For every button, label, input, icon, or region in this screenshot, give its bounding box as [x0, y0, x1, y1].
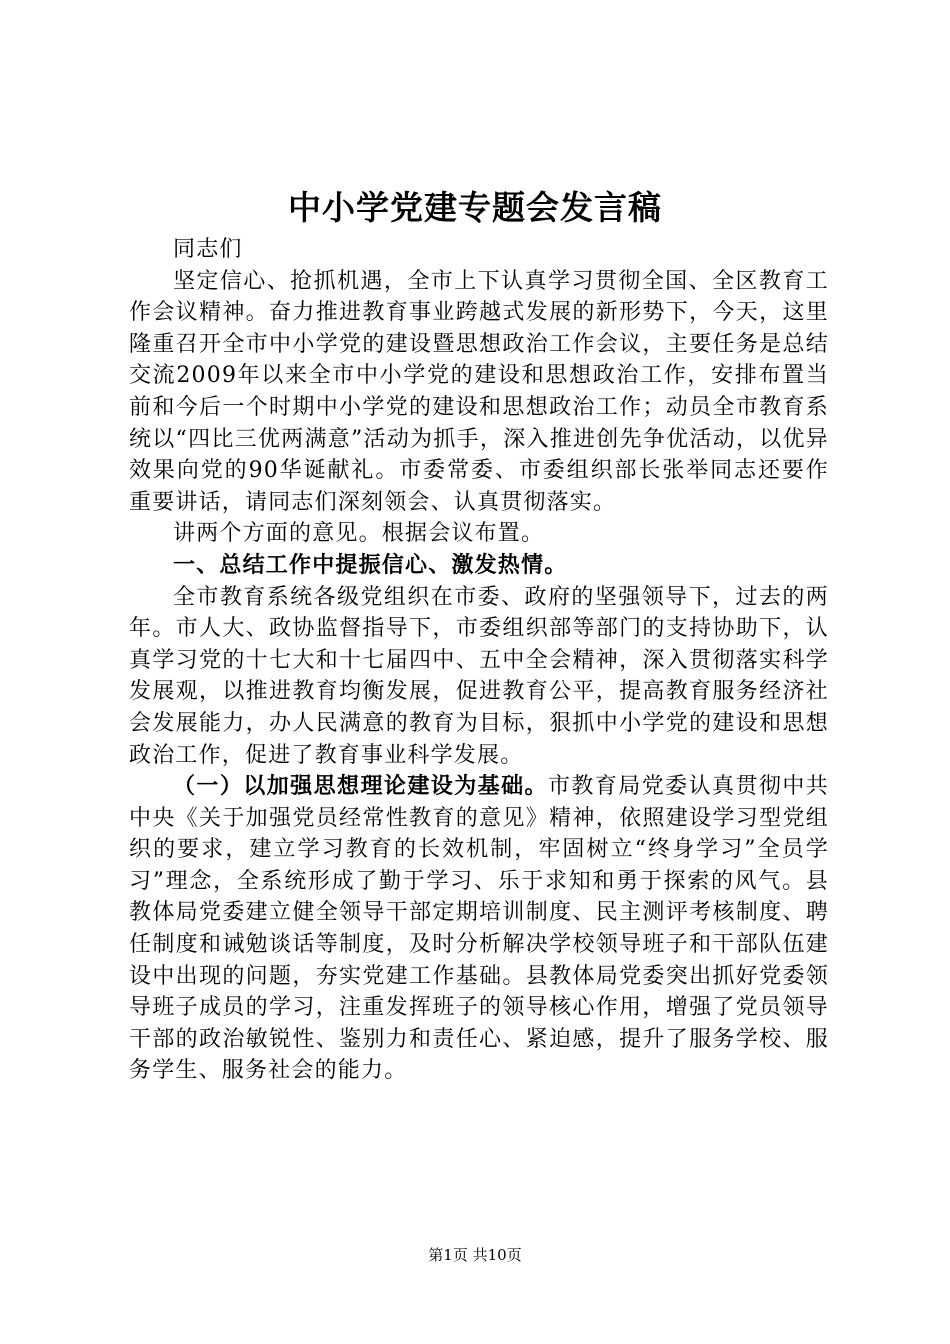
section-heading: 一、总结工作中提振信心、激发热情。 [173, 551, 568, 578]
paragraph: 讲两个方面的意见。根据会议布置。 [173, 521, 545, 547]
paragraph: 坚定信心、抢抓机遇，全市上下认真学习贯彻全国、全区教育工作会议精神。奋力推进教育事业跨越式发展的新形势下，今天，这里隆重召开全市中小学党的建设暨思想政治工作会议，主要任务是总结交流2009年以来全市中小学党的建设和思想政治工作，安排布置当前和今后一个时期中小学党的建设和思想政治工作；动员全市教育系统以“四比三优两满意”活动为抓手，深入推进创先争优活动，以优异效果向党的90华诞献礼。市委常委、市委组织部长张举同志还要作重要讲话，请同志们深刻领会、认真贯彻落实。 [129, 268, 829, 515]
salutation: 同志们 [173, 237, 243, 262]
page-title: 中小学党建专题会发言稿 [288, 188, 662, 227]
document-body [129, 234, 829, 1087]
page-footer: 第1页 共10页 [428, 1246, 522, 1264]
paragraph: （一）以加强思想理论建设为基础。市教育局党委认真贯彻中共中央《关于加强党员经常性教育的意见》精神，依照建设学习型党组织的要求，建立学习教育的长效机制，牢固树立“终身学习”全员学习”理念，全系统形成了勤于学习、乐于求知和勇于探索的风气。县教体局党委建立健全领导干部定期培训制度、民主测评考核制度、聘任制度和诫勉谈话等制度，及时分析解决学校领导班子和干部队伍建设中出现的问题，夯实党建工作基础。县教体局党委突出抓好党委领导班子成员的学习，注重发挥班子的领导核心作用，增强了党员领导干部的政治敏锐性、鉴别力和责任心、紧迫感，提升了服务学校、服务学生、服务社会的能力。 [129, 773, 830, 1084]
paragraph: 全市教育系统各级党组织在市委、政府的坚强领导下，过去的两年。市人大、政协监督指导下，市委组织部等部门的支持协助下，认真学习党的十七大和十七届四中、五中全会精神，深入贯彻落实科学发展观，以推进教育均衡发展，促进教育公平，提高教育服务经济社会发展能力，办人民满意的教育为目标，狠抓中小学党的建设和思想政治工作，促进了教育事业科学发展。 [129, 584, 829, 768]
subsection-heading: （一）以加强思想理论建设为基础。 [173, 773, 548, 800]
